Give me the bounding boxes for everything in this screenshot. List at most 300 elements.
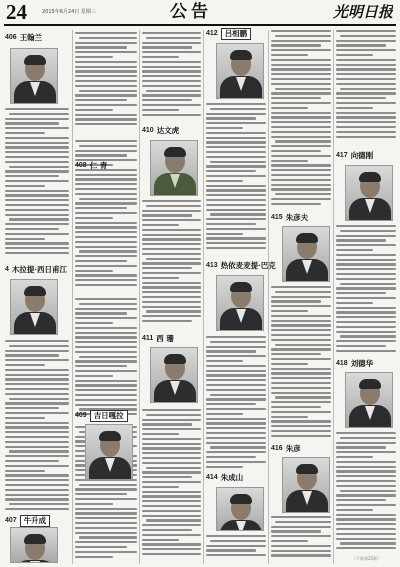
text-line	[336, 278, 396, 280]
text-line	[336, 297, 396, 299]
text-line	[206, 549, 256, 551]
text-line	[271, 530, 321, 532]
text-line	[75, 284, 137, 286]
text-line	[271, 286, 331, 288]
text-line	[142, 75, 201, 77]
text-line	[5, 431, 69, 433]
section-number: 413	[206, 262, 218, 269]
text-line	[336, 340, 396, 342]
text-line	[206, 122, 266, 124]
text-line	[142, 495, 201, 497]
text-line	[336, 345, 386, 347]
section-heading	[271, 443, 301, 454]
text-line	[9, 218, 69, 220]
text-line	[271, 348, 331, 350]
text-line	[336, 504, 396, 506]
text-line	[75, 236, 137, 238]
text-line	[142, 219, 201, 221]
text-line	[142, 433, 179, 435]
text-line	[336, 40, 396, 42]
text-line	[271, 516, 331, 518]
text-line	[75, 551, 137, 553]
text-line	[5, 238, 45, 240]
text-line	[5, 426, 69, 428]
text-line	[206, 242, 266, 244]
text-line	[75, 556, 113, 558]
text-line	[75, 336, 137, 338]
text-line	[75, 265, 137, 267]
text-line	[271, 44, 321, 46]
text-line	[142, 419, 201, 421]
section-number: 415	[271, 214, 283, 221]
text-line	[271, 425, 331, 427]
text-line	[142, 243, 201, 245]
text-line	[206, 132, 266, 134]
text-line	[210, 108, 266, 110]
text-line	[271, 411, 331, 413]
text-line	[206, 432, 266, 434]
portrait-photo	[10, 527, 58, 563]
text-line	[271, 131, 331, 133]
text-line	[336, 485, 396, 487]
text-line	[75, 532, 137, 534]
text-line	[146, 205, 201, 207]
text-line	[142, 282, 201, 284]
text-line	[75, 114, 137, 116]
text-line	[142, 443, 201, 445]
portrait-photo	[216, 43, 264, 99]
text-line	[271, 387, 331, 389]
text-line	[142, 46, 192, 48]
text-line	[5, 417, 45, 419]
text-line	[336, 509, 373, 511]
text-line	[5, 393, 69, 395]
text-line	[75, 42, 137, 44]
text-line	[5, 180, 69, 182]
text-line	[5, 378, 69, 380]
text-line	[75, 384, 137, 386]
text-line	[142, 234, 201, 236]
text-line	[142, 306, 201, 308]
text-line	[206, 554, 266, 556]
section-heading	[142, 125, 179, 136]
text-line	[206, 418, 266, 420]
text-line	[5, 214, 69, 216]
portrait-photo	[10, 48, 58, 104]
text-line	[271, 363, 308, 365]
text-line	[271, 535, 331, 537]
text-line	[75, 365, 127, 367]
text-line	[206, 103, 266, 105]
text-line	[336, 97, 386, 99]
text-line	[271, 136, 331, 138]
text-line	[75, 541, 137, 543]
text-line	[142, 238, 201, 240]
text-line	[271, 160, 308, 162]
text-line	[142, 548, 201, 550]
text-line	[75, 375, 113, 377]
section-title: 公告	[170, 2, 212, 22]
section-heading	[206, 260, 276, 271]
text-line	[206, 442, 266, 444]
article-text	[142, 32, 201, 122]
text-line	[79, 356, 137, 358]
text-line	[336, 64, 396, 66]
text-line	[75, 51, 137, 53]
text-line	[75, 217, 113, 219]
text-line	[142, 291, 201, 293]
text-line	[336, 121, 396, 123]
article-text	[271, 516, 331, 562]
text-line	[5, 194, 69, 196]
section-number: 4	[5, 266, 9, 273]
column-divider	[333, 30, 334, 564]
text-line	[271, 68, 331, 70]
text-line	[5, 242, 69, 244]
text-line	[79, 198, 137, 200]
text-line	[5, 354, 59, 356]
text-line	[146, 310, 201, 312]
text-line	[206, 365, 266, 367]
text-line	[142, 210, 201, 212]
text-line	[5, 204, 69, 206]
text-line	[142, 80, 201, 82]
text-line	[336, 461, 396, 463]
text-line	[336, 316, 396, 318]
text-line	[336, 78, 396, 80]
text-line	[5, 383, 69, 385]
text-line	[206, 456, 256, 458]
text-line	[271, 198, 331, 200]
text-line	[75, 70, 137, 72]
text-line	[271, 164, 331, 166]
text-line	[75, 212, 137, 214]
text-line	[271, 320, 331, 322]
text-line	[271, 174, 331, 176]
text-line	[271, 155, 331, 157]
text-line	[75, 109, 113, 111]
text-line	[336, 326, 396, 328]
text-line	[75, 517, 137, 519]
text-line	[271, 184, 331, 186]
text-line	[142, 32, 201, 34]
text-line	[142, 457, 201, 459]
text-line	[142, 267, 192, 269]
section-name: 西 珊	[156, 333, 174, 343]
text-line	[206, 535, 266, 537]
text-line	[271, 545, 331, 547]
text-line	[75, 183, 137, 185]
text-line	[5, 175, 59, 177]
text-line	[142, 529, 192, 531]
text-line	[271, 49, 331, 51]
text-line	[79, 536, 137, 538]
text-line	[206, 199, 266, 201]
text-line	[206, 151, 266, 153]
text-line	[271, 406, 321, 408]
text-line	[206, 237, 266, 239]
text-line	[5, 374, 69, 376]
article-text	[336, 225, 396, 355]
text-line	[206, 170, 256, 172]
section-name: 朱成山	[220, 472, 244, 482]
section-name: 达文虎	[156, 125, 180, 135]
text-line	[75, 389, 137, 391]
text-line	[142, 272, 201, 274]
newspaper-logo-text: 光明日报	[333, 3, 393, 21]
text-line	[5, 108, 69, 110]
text-line	[271, 97, 321, 99]
portrait-photo	[282, 226, 330, 282]
text-line	[142, 224, 179, 226]
text-line	[206, 165, 266, 167]
section-number: 407	[5, 517, 17, 524]
text-line	[75, 207, 127, 209]
text-line	[271, 526, 331, 528]
text-line	[5, 388, 69, 390]
text-line	[75, 104, 137, 106]
text-line	[142, 447, 201, 449]
text-line	[336, 73, 396, 75]
text-line	[75, 493, 127, 495]
text-line	[142, 85, 201, 87]
text-line	[271, 64, 331, 66]
text-line	[271, 550, 331, 552]
text-line	[206, 175, 266, 177]
text-line	[275, 35, 331, 37]
text-line	[142, 200, 201, 202]
text-line	[271, 145, 331, 147]
text-line	[5, 441, 69, 443]
text-line	[206, 228, 266, 230]
text-line	[75, 312, 127, 314]
text-line	[146, 519, 201, 521]
text-line	[75, 270, 113, 272]
text-line	[271, 358, 331, 360]
text-line	[336, 451, 396, 453]
text-line	[336, 432, 396, 434]
text-line	[142, 277, 179, 279]
section-name: 王翰兰	[19, 32, 43, 42]
text-line	[336, 331, 396, 333]
text-line	[5, 364, 45, 366]
text-line	[336, 514, 396, 516]
text-line	[5, 359, 69, 361]
text-line	[210, 394, 266, 396]
text-line	[75, 546, 127, 548]
text-line	[79, 484, 137, 486]
text-line	[271, 73, 331, 75]
text-line	[206, 350, 256, 352]
text-line	[79, 303, 137, 305]
text-line	[336, 292, 386, 294]
text-line	[336, 92, 396, 94]
text-line	[142, 229, 201, 231]
section-heading	[5, 32, 42, 43]
text-line	[271, 121, 331, 123]
newspaper-logo	[333, 2, 393, 22]
text-line	[336, 480, 396, 482]
text-line	[142, 510, 201, 512]
text-line	[275, 291, 331, 293]
text-line	[5, 474, 69, 476]
text-line	[75, 404, 137, 406]
text-line	[210, 161, 266, 163]
section-name: 牛升成	[20, 515, 51, 527]
text-line	[336, 321, 396, 323]
text-line	[142, 524, 201, 526]
text-line	[146, 258, 201, 260]
text-line	[336, 59, 396, 61]
text-line	[271, 305, 331, 307]
text-line	[75, 32, 137, 34]
text-line	[75, 202, 137, 204]
text-line	[75, 279, 137, 281]
text-line	[206, 413, 243, 415]
text-line	[75, 222, 137, 224]
text-line	[340, 490, 396, 492]
column-divider	[139, 30, 140, 564]
text-line	[336, 466, 396, 468]
text-line	[271, 540, 308, 542]
text-line	[5, 122, 59, 124]
portrait-photo	[85, 424, 133, 480]
text-line	[206, 403, 256, 405]
text-line	[5, 132, 45, 134]
text-line	[206, 204, 266, 206]
section-number: 409	[75, 412, 87, 419]
text-line	[206, 466, 243, 468]
text-line	[75, 94, 137, 96]
text-line	[5, 209, 69, 211]
text-line	[336, 494, 396, 496]
portrait-photo	[150, 140, 198, 196]
text-line	[336, 102, 396, 104]
section-heading	[271, 212, 308, 223]
text-line	[340, 230, 396, 232]
text-line	[142, 462, 201, 464]
text-line	[336, 68, 396, 70]
date-line: 2015年6月24日 星期三	[42, 9, 96, 15]
text-line	[5, 460, 59, 462]
text-line	[206, 180, 243, 182]
text-line	[336, 30, 396, 32]
text-line	[206, 185, 266, 187]
text-line	[75, 85, 137, 87]
text-line	[271, 392, 331, 394]
text-line	[75, 118, 137, 120]
text-line	[206, 408, 266, 410]
text-line	[142, 262, 201, 264]
text-line	[75, 527, 137, 529]
section-heading	[336, 150, 373, 161]
section-number: 408	[75, 162, 87, 169]
section-number: 410	[142, 127, 154, 134]
text-line	[75, 140, 137, 142]
text-line	[336, 446, 386, 448]
continued-label: （下转第25版）	[352, 556, 382, 561]
text-line	[336, 107, 373, 109]
text-line	[210, 341, 266, 343]
text-line	[206, 218, 266, 220]
portrait-photo	[282, 457, 330, 513]
text-line	[5, 369, 69, 371]
text-line	[142, 481, 201, 483]
text-line	[340, 35, 396, 37]
text-line	[142, 438, 201, 440]
text-line	[275, 396, 331, 398]
portrait-photo	[10, 279, 58, 335]
text-line	[271, 30, 331, 32]
text-line	[75, 241, 137, 243]
text-line	[142, 214, 192, 216]
page-number: 24	[6, 0, 27, 24]
article-text	[206, 535, 266, 562]
text-line	[271, 116, 331, 118]
text-line	[5, 170, 69, 172]
text-line	[142, 515, 201, 517]
article-text	[75, 32, 137, 132]
text-line	[142, 99, 192, 101]
text-line	[142, 109, 179, 111]
text-line	[142, 301, 201, 303]
text-line	[206, 389, 266, 391]
text-line	[206, 117, 256, 119]
text-line	[206, 223, 256, 225]
text-line	[340, 542, 396, 544]
text-line	[206, 127, 243, 129]
section-name: 仁 青	[89, 160, 108, 170]
text-line	[5, 223, 69, 225]
text-line	[75, 341, 137, 343]
text-line	[271, 420, 331, 422]
text-line	[142, 42, 201, 44]
text-line	[206, 355, 266, 357]
text-line	[5, 127, 69, 129]
text-line	[75, 178, 137, 180]
section-name: 向德刚	[350, 150, 374, 160]
text-line	[336, 442, 396, 444]
portrait-photo	[150, 347, 198, 403]
text-line	[271, 92, 331, 94]
text-line	[210, 213, 266, 215]
text-line	[5, 118, 69, 120]
text-line	[206, 233, 243, 235]
text-line	[5, 185, 45, 187]
text-line	[206, 346, 266, 348]
text-line	[5, 142, 69, 144]
text-line	[336, 54, 373, 56]
text-line	[75, 498, 137, 500]
text-line	[5, 402, 69, 404]
text-line	[271, 334, 331, 336]
text-line	[5, 151, 69, 153]
text-line	[79, 145, 137, 147]
article-text	[75, 298, 137, 418]
text-line	[5, 508, 69, 510]
text-line	[271, 296, 331, 298]
text-line	[275, 344, 331, 346]
text-line	[275, 88, 331, 90]
text-line	[206, 384, 266, 386]
text-line	[5, 422, 69, 424]
text-line	[75, 380, 137, 382]
text-line	[75, 80, 137, 82]
text-line	[336, 225, 396, 227]
text-line	[271, 203, 321, 205]
text-line	[5, 479, 69, 481]
text-line	[206, 461, 266, 463]
